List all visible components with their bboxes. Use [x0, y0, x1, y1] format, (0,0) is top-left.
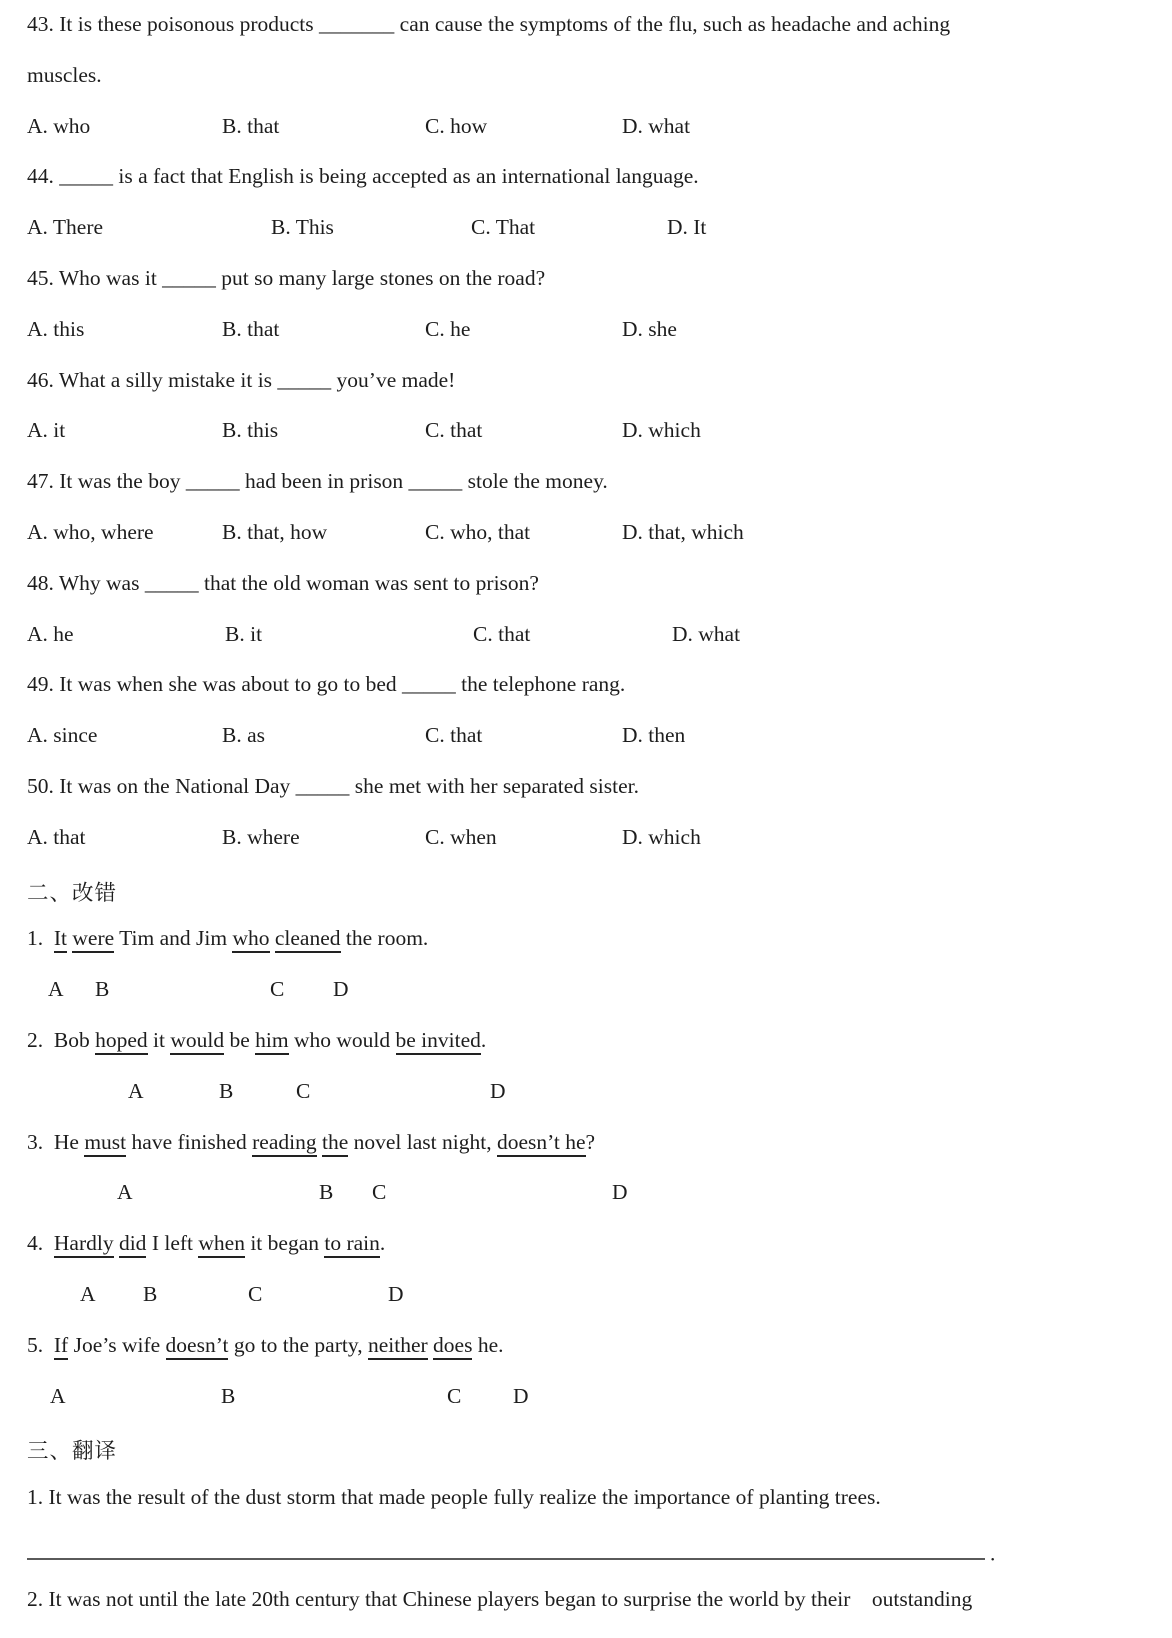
translation-answer-row [27, 1536, 1152, 1587]
answer-blank-line [27, 1536, 985, 1561]
question-stem-45: 45. Who was it _____ put so many large stones on the road? [27, 265, 546, 290]
ec-part-underlined: doesn’t he [497, 1130, 586, 1157]
option-d: D. what [622, 113, 691, 138]
ec-letter-c: C [447, 1383, 462, 1408]
ec-part: . [379, 1231, 386, 1256]
option-c: C. that [425, 418, 483, 443]
ec-part: 3. He [27, 1129, 85, 1154]
option-a: A. this [27, 316, 85, 341]
ec-part: . [480, 1027, 487, 1052]
ec-sentence-4 [27, 1231, 1152, 1282]
ec-part-underlined: would [170, 1028, 224, 1055]
ec-part-underlined: hoped [95, 1028, 148, 1055]
ec-letter-b: B [143, 1281, 158, 1306]
ec-letter-b: B [319, 1180, 334, 1205]
ec-part-underlined: It [54, 926, 67, 953]
question-stem-47: 47. It was the boy _____ had been in prison _____ stole the money. [27, 469, 608, 494]
ec-part: go to the party, [228, 1332, 368, 1357]
ec-letter-a: A [48, 977, 64, 1002]
ec-part: it began [244, 1231, 325, 1256]
option-c: C. that [425, 723, 483, 748]
ec-part-underlined: does [433, 1333, 472, 1360]
ec-letters-row-1 [27, 977, 1152, 1028]
question-stem-46: 46. What a silly mistake it is _____ you’ve made! [27, 367, 456, 392]
ec-part: be [224, 1027, 256, 1052]
ec-letter-b: B [221, 1383, 236, 1408]
ec-letter-c: C [372, 1180, 387, 1205]
option-d: D. It [667, 215, 707, 240]
ec-part-underlined: be invited [396, 1028, 481, 1055]
ec-letters-row-3 [27, 1180, 1152, 1231]
ec-part: Tim and Jim [114, 926, 233, 951]
ec-letters-row-4 [27, 1282, 1152, 1333]
ec-part-underlined: when [198, 1231, 245, 1258]
option-a: A. since [27, 723, 98, 748]
option-a: A. who, where [27, 519, 154, 544]
ec-part: the room. [340, 926, 429, 951]
option-c: C. he [425, 316, 471, 341]
ec-sentence-2 [27, 1028, 1152, 1079]
ec-letter-d: D [490, 1078, 506, 1103]
ec-letter-a: A [50, 1383, 66, 1408]
ec-part: 1. [27, 926, 54, 951]
ec-letter-d: D [612, 1180, 628, 1205]
ec-part: 2. Bob [27, 1027, 96, 1052]
option-d: D. then [622, 723, 686, 748]
option-d: D. that, which [622, 519, 744, 544]
ec-part-underlined: him [255, 1028, 288, 1055]
option-c: C. when [425, 824, 497, 849]
options-row-49 [27, 723, 1152, 774]
ec-part: 5. [27, 1332, 54, 1357]
ec-letter-d: D [388, 1281, 404, 1306]
ec-letter-b: B [95, 977, 110, 1002]
ec-letters-row-2 [27, 1079, 1152, 1130]
ec-part-underlined: who [232, 926, 269, 953]
options-row-45 [27, 317, 1152, 368]
ec-letter-b: B [219, 1078, 234, 1103]
ec-part: 4. [27, 1231, 54, 1256]
ec-sentence-1 [27, 926, 1152, 977]
ec-part-underlined: doesn’t [166, 1333, 229, 1360]
option-c: C. who, that [425, 519, 531, 544]
ec-letter-c: C [248, 1281, 263, 1306]
question-stem-50: 50. It was on the National Day _____ she met with her separated sister. [27, 773, 640, 798]
option-a: A. it [27, 418, 66, 443]
ec-part: have finished [126, 1129, 253, 1154]
ec-part-underlined: did [119, 1231, 146, 1258]
options-row-50 [27, 825, 1152, 876]
translation-sentence-1: 1. It was the result of the dust storm that made people fully realize the importance of planting trees. [27, 1485, 881, 1510]
ec-part-underlined: Hardly [54, 1231, 114, 1258]
ec-part: who would [288, 1027, 396, 1052]
ec-part: Joe’s wife [68, 1332, 166, 1357]
ec-part-underlined: neither [368, 1333, 428, 1360]
question-stem-48: 48. Why was _____ that the old woman was sent to prison? [27, 570, 539, 595]
options-row-46 [27, 418, 1152, 469]
ec-part-underlined: were [72, 926, 114, 953]
ec-part-underlined: reading [252, 1130, 316, 1157]
answer-line-period: . [990, 1541, 996, 1566]
ec-part-underlined: the [322, 1130, 348, 1157]
options-row-43 [27, 114, 1152, 165]
option-b: B. this [222, 418, 279, 443]
option-b: B. that [222, 113, 280, 138]
translation-sentence-2: 2. It was not until the late 20th century that Chinese players began to surprise the world by their outstanding [27, 1586, 973, 1611]
option-d: D. what [672, 621, 741, 646]
option-a: A. There [27, 215, 104, 240]
ec-letter-a: A [80, 1281, 96, 1306]
option-b: B. that [222, 316, 280, 341]
ec-letters-row-5 [27, 1384, 1152, 1435]
section-title-translation: 三、翻译 [27, 1439, 118, 1464]
ec-sentence-5 [27, 1333, 1152, 1384]
ec-part-underlined: If [54, 1333, 68, 1360]
option-b: B. This [271, 215, 334, 240]
ec-letter-c: C [270, 977, 285, 1002]
option-a: A. who [27, 113, 91, 138]
option-c: C. how [425, 113, 488, 138]
options-row-47 [27, 520, 1152, 571]
section-title-error-correction: 二、改错 [27, 880, 118, 905]
options-row-44 [27, 215, 1152, 266]
option-d: D. she [622, 316, 677, 341]
option-b: B. that, how [222, 519, 328, 544]
option-c: C. that [473, 621, 531, 646]
options-row-48 [27, 622, 1152, 673]
option-d: D. which [622, 824, 701, 849]
option-a: A. that [27, 824, 86, 849]
question-stem-49: 49. It was when she was about to go to bed _____ the telephone rang. [27, 672, 626, 697]
option-d: D. which [622, 418, 701, 443]
question-stem-43: 43. It is these poisonous products _______ can cause the symptoms of the flu, such as headache and aching [27, 12, 951, 36]
ec-letter-a: A [128, 1078, 144, 1103]
ec-part: he. [472, 1332, 504, 1357]
ec-sentence-3 [27, 1130, 1152, 1181]
ec-part: it [147, 1027, 171, 1052]
ec-letter-d: D [333, 977, 349, 1002]
option-b: B. it [225, 621, 263, 646]
ec-letter-d: D [513, 1383, 529, 1408]
ec-letter-c: C [296, 1078, 311, 1103]
ec-part: novel last night, [348, 1129, 497, 1154]
ec-part-underlined: to rain [324, 1231, 380, 1258]
option-c: C. That [471, 215, 536, 240]
ec-part-underlined: cleaned [275, 926, 341, 953]
question-stem-43-line2: muscles. [27, 62, 102, 87]
option-b: B. where [222, 824, 300, 849]
option-a: A. he [27, 621, 74, 646]
ec-part: I left [146, 1231, 199, 1256]
ec-part-underlined: must [84, 1130, 126, 1157]
ec-part: ? [585, 1129, 596, 1154]
option-b: B. as [222, 723, 265, 748]
question-stem-44: 44. _____ is a fact that English is being accepted as an international language. [27, 164, 699, 189]
ec-letter-a: A [117, 1180, 133, 1205]
